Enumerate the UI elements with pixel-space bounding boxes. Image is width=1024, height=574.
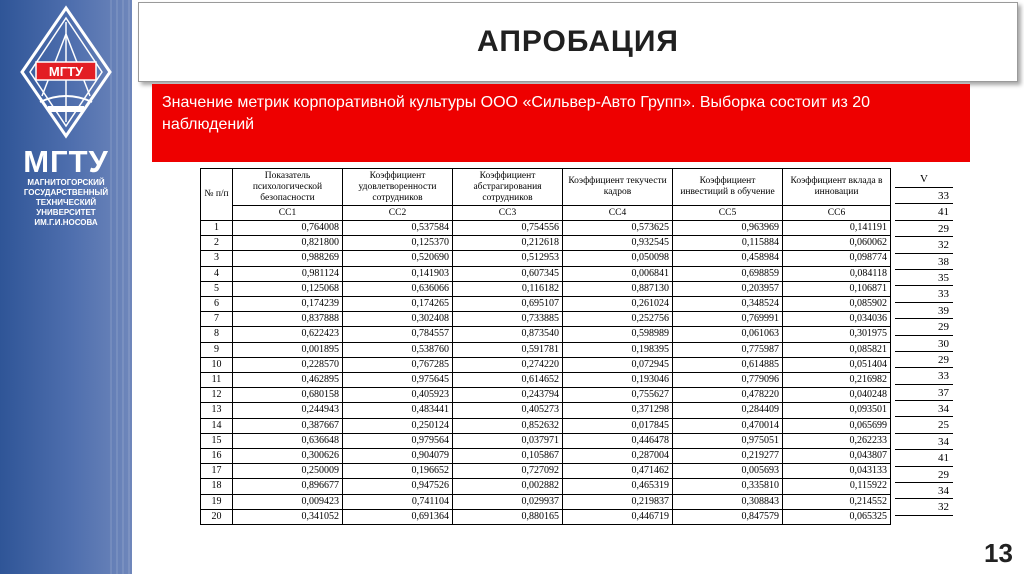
- metrics-table-body: [201, 221, 891, 525]
- table-cell: 0,598989: [563, 327, 673, 342]
- table-row: [201, 221, 891, 236]
- row-number-cell: 5: [201, 281, 233, 296]
- column-label: СС5: [673, 206, 783, 221]
- table-cell: 0,348524: [673, 297, 783, 312]
- table-cell: 0,470014: [673, 418, 783, 433]
- table-row: [201, 464, 891, 479]
- table-cell: 0,308843: [673, 494, 783, 509]
- header-number: № п/п: [201, 169, 233, 221]
- table-cell: 0,873540: [453, 327, 563, 342]
- v-cell: 33: [895, 188, 953, 204]
- table-cell: 0,040248: [783, 388, 891, 403]
- table-cell: 0,446719: [563, 509, 673, 524]
- slide-title: АПРОБАЦИЯ: [477, 25, 679, 58]
- title-box: [138, 2, 1018, 82]
- table-cell: 0,538760: [343, 342, 453, 357]
- table-cell: 0,636648: [233, 433, 343, 448]
- row-number-cell: 17: [201, 464, 233, 479]
- org-subtitle: [6, 178, 126, 228]
- table-cell: 0,274220: [453, 357, 563, 372]
- table-row: [201, 327, 891, 342]
- table-cell: 0,034036: [783, 312, 891, 327]
- v-cell: 32: [895, 499, 953, 515]
- v-column: [895, 171, 953, 516]
- table-cell: 0,029937: [453, 494, 563, 509]
- table-cell: 0,387667: [233, 418, 343, 433]
- v-cell: 37: [895, 385, 953, 401]
- table-cell: 0,212618: [453, 236, 563, 251]
- table-cell: 0,050098: [563, 251, 673, 266]
- table-cell: 0,622423: [233, 327, 343, 342]
- table-cell: 0,219277: [673, 449, 783, 464]
- table-cell: 0,733885: [453, 312, 563, 327]
- table-cell: 0,084118: [783, 266, 891, 281]
- table-cell: 0,405273: [453, 403, 563, 418]
- table-cell: 0,465319: [563, 479, 673, 494]
- table-row: [201, 449, 891, 464]
- table-row: [201, 281, 891, 296]
- table-cell: 0,821800: [233, 236, 343, 251]
- description-banner: [152, 84, 970, 162]
- table-cell: 0,216982: [783, 373, 891, 388]
- table-cell: 0,115922: [783, 479, 891, 494]
- v-column-header: V: [895, 171, 953, 188]
- column-label: СС6: [783, 206, 891, 221]
- column-label: СС2: [343, 206, 453, 221]
- table-cell: 0,262233: [783, 433, 891, 448]
- table-cell: 0,887130: [563, 281, 673, 296]
- table-cell: 0,691364: [343, 509, 453, 524]
- table-cell: 0,006841: [563, 266, 673, 281]
- table-cell: 0,614885: [673, 357, 783, 372]
- table-row: [201, 509, 891, 524]
- org-title: МГТУ: [23, 144, 109, 179]
- row-number-cell: 20: [201, 509, 233, 524]
- table-cell: 0,037971: [453, 433, 563, 448]
- table-cell: 0,115884: [673, 236, 783, 251]
- university-logo: [18, 4, 114, 140]
- table-cell: 0,852632: [453, 418, 563, 433]
- table-cell: 0,009423: [233, 494, 343, 509]
- table-row: [201, 494, 891, 509]
- table-cell: 0,975645: [343, 373, 453, 388]
- table-cell: 0,483441: [343, 403, 453, 418]
- table-cell: 0,043133: [783, 464, 891, 479]
- table-cell: 0,698859: [673, 266, 783, 281]
- table-cell: 0,250009: [233, 464, 343, 479]
- column-title: Показатель психологической безопасности: [233, 169, 343, 206]
- table-cell: 0,614652: [453, 373, 563, 388]
- v-cell: 41: [895, 204, 953, 220]
- v-column-cells: [895, 188, 953, 516]
- table-cell: 0,125370: [343, 236, 453, 251]
- table-row: [201, 433, 891, 448]
- table-cell: 0,228570: [233, 357, 343, 372]
- table-cell: 0,975051: [673, 433, 783, 448]
- v-cell: 25: [895, 417, 953, 433]
- metrics-table: [200, 168, 891, 525]
- row-number-cell: 2: [201, 236, 233, 251]
- table-cell: 0,512953: [453, 251, 563, 266]
- v-cell: 39: [895, 303, 953, 319]
- table-row: [201, 479, 891, 494]
- table-cell: 0,106871: [783, 281, 891, 296]
- table-row: [201, 297, 891, 312]
- org-subtitle-line: ИМ.Г.И.НОСОВА: [34, 218, 98, 227]
- table-cell: 0,981124: [233, 266, 343, 281]
- table-cell: 0,754556: [453, 221, 563, 236]
- table-cell: 0,680158: [233, 388, 343, 403]
- table-cell: 0,261024: [563, 297, 673, 312]
- row-number-cell: 1: [201, 221, 233, 236]
- logo-text: МГТУ: [48, 64, 84, 79]
- table-cell: 0,695107: [453, 297, 563, 312]
- table-cell: 0,784557: [343, 327, 453, 342]
- description-text: Значение метрик корпоративной культуры ООО «Сильвер-Авто Групп». Выборка состоит из 20 наблюдений: [162, 94, 871, 133]
- row-number-cell: 14: [201, 418, 233, 433]
- table-cell: 0,963969: [673, 221, 783, 236]
- table-row: [201, 403, 891, 418]
- table-cell: 0,060062: [783, 236, 891, 251]
- org-subtitle-line: ГОСУДАРСТВЕННЫЙ: [23, 188, 109, 197]
- table-cell: 0,196652: [343, 464, 453, 479]
- table-cell: 0,198395: [563, 342, 673, 357]
- table-cell: 0,085821: [783, 342, 891, 357]
- org-subtitle-line: УНИВЕРСИТЕТ: [36, 208, 96, 217]
- table-cell: 0,537584: [343, 221, 453, 236]
- table-cell: 0,335810: [673, 479, 783, 494]
- table-cell: 0,174239: [233, 297, 343, 312]
- table-cell: 0,116182: [453, 281, 563, 296]
- table-cell: 0,287004: [563, 449, 673, 464]
- row-number-cell: 12: [201, 388, 233, 403]
- table-cell: 0,767285: [343, 357, 453, 372]
- table-row: [201, 236, 891, 251]
- table-cell: 0,250124: [343, 418, 453, 433]
- table-row: [201, 357, 891, 372]
- table-cell: 0,896677: [233, 479, 343, 494]
- table-cell: 0,755627: [563, 388, 673, 403]
- table-cell: 0,001895: [233, 342, 343, 357]
- v-cell: 38: [895, 254, 953, 270]
- table-cell: 0,302408: [343, 312, 453, 327]
- table-cell: 0,769991: [673, 312, 783, 327]
- table-cell: 0,193046: [563, 373, 673, 388]
- row-number-cell: 10: [201, 357, 233, 372]
- table-cell: 0,764008: [233, 221, 343, 236]
- row-number-cell: 18: [201, 479, 233, 494]
- table-cell: 0,741104: [343, 494, 453, 509]
- v-cell: 34: [895, 401, 953, 417]
- table-cell: 0,847579: [673, 509, 783, 524]
- v-cell: 33: [895, 286, 953, 302]
- column-title: Коэффициент удовлетворенности сотрудников: [343, 169, 453, 206]
- column-label: СС3: [453, 206, 563, 221]
- table-cell: 0,284409: [673, 403, 783, 418]
- row-number-cell: 16: [201, 449, 233, 464]
- table-cell: 0,043807: [783, 449, 891, 464]
- column-title: Коэффициент вклада в инновации: [783, 169, 891, 206]
- row-number-cell: 4: [201, 266, 233, 281]
- table-cell: 0,141191: [783, 221, 891, 236]
- table-row: [201, 251, 891, 266]
- table-cell: 0,005693: [673, 464, 783, 479]
- column-label: СС1: [233, 206, 343, 221]
- table-cell: 0,462895: [233, 373, 343, 388]
- sidebar: [0, 0, 132, 574]
- table-cell: 0,591781: [453, 342, 563, 357]
- table-cell: 0,243794: [453, 388, 563, 403]
- table-cell: 0,636066: [343, 281, 453, 296]
- table-cell: 0,093501: [783, 403, 891, 418]
- table-cell: 0,904079: [343, 449, 453, 464]
- table-cell: 0,979564: [343, 433, 453, 448]
- table-cell: 0,300626: [233, 449, 343, 464]
- row-number-cell: 8: [201, 327, 233, 342]
- table-row: [201, 388, 891, 403]
- table-cell: 0,244943: [233, 403, 343, 418]
- v-cell: 33: [895, 368, 953, 384]
- table-row: [201, 373, 891, 388]
- table-cell: 0,141903: [343, 266, 453, 281]
- v-cell: 29: [895, 319, 953, 335]
- row-number-cell: 9: [201, 342, 233, 357]
- table-cell: 0,405923: [343, 388, 453, 403]
- v-cell: 34: [895, 434, 953, 450]
- column-title: Коэффициент абстрагирования сотрудников: [453, 169, 563, 206]
- v-cell: 35: [895, 270, 953, 286]
- table-cell: 0,727092: [453, 464, 563, 479]
- row-number-cell: 11: [201, 373, 233, 388]
- table-cell: 0,203957: [673, 281, 783, 296]
- row-number-cell: 13: [201, 403, 233, 418]
- table-cell: 0,458984: [673, 251, 783, 266]
- table-row: [201, 418, 891, 433]
- table-cell: 0,061063: [673, 327, 783, 342]
- v-cell: 29: [895, 467, 953, 483]
- table-cell: 0,341052: [233, 509, 343, 524]
- row-number-cell: 3: [201, 251, 233, 266]
- table-cell: 0,105867: [453, 449, 563, 464]
- table-cell: 0,174265: [343, 297, 453, 312]
- v-cell: 34: [895, 483, 953, 499]
- table-cell: 0,085902: [783, 297, 891, 312]
- row-number-cell: 15: [201, 433, 233, 448]
- table-cell: 0,779096: [673, 373, 783, 388]
- table-cell: 0,065699: [783, 418, 891, 433]
- v-cell: 29: [895, 221, 953, 237]
- column-title: Коэффициент текучести кадров: [563, 169, 673, 206]
- table-cell: 0,017845: [563, 418, 673, 433]
- table-cell: 0,002882: [453, 479, 563, 494]
- table-cell: 0,098774: [783, 251, 891, 266]
- row-number-cell: 19: [201, 494, 233, 509]
- row-number-cell: 7: [201, 312, 233, 327]
- table-row: [201, 342, 891, 357]
- table-cell: 0,573625: [563, 221, 673, 236]
- table-cell: 0,837888: [233, 312, 343, 327]
- table-row: [201, 312, 891, 327]
- table-cell: 0,932545: [563, 236, 673, 251]
- table-cell: 0,051404: [783, 357, 891, 372]
- table-row: [201, 266, 891, 281]
- org-subtitle-line: ТЕХНИЧЕСКИЙ: [35, 198, 97, 207]
- table-cell: 0,478220: [673, 388, 783, 403]
- page-number: 13: [984, 538, 1013, 568]
- table-cell: 0,947526: [343, 479, 453, 494]
- org-subtitle-line: МАГНИТОГОРСКИЙ: [27, 178, 105, 187]
- table-cell: 0,072945: [563, 357, 673, 372]
- table-cell: 0,988269: [233, 251, 343, 266]
- table-cell: 0,214552: [783, 494, 891, 509]
- table-cell: 0,520690: [343, 251, 453, 266]
- table-cell: 0,446478: [563, 433, 673, 448]
- row-number-cell: 6: [201, 297, 233, 312]
- v-cell: 30: [895, 336, 953, 352]
- table-cell: 0,252756: [563, 312, 673, 327]
- v-cell: 41: [895, 450, 953, 466]
- v-cell: 29: [895, 352, 953, 368]
- table-cell: 0,607345: [453, 266, 563, 281]
- table-cell: 0,219837: [563, 494, 673, 509]
- table-cell: 0,880165: [453, 509, 563, 524]
- table-cell: 0,065325: [783, 509, 891, 524]
- column-title: Коэффициент инвестиций в обучение: [673, 169, 783, 206]
- column-label: СС4: [563, 206, 673, 221]
- table-cell: 0,125068: [233, 281, 343, 296]
- v-cell: 32: [895, 237, 953, 253]
- table-cell: 0,371298: [563, 403, 673, 418]
- table-cell: 0,775987: [673, 342, 783, 357]
- table-cell: 0,471462: [563, 464, 673, 479]
- table-cell: 0,301975: [783, 327, 891, 342]
